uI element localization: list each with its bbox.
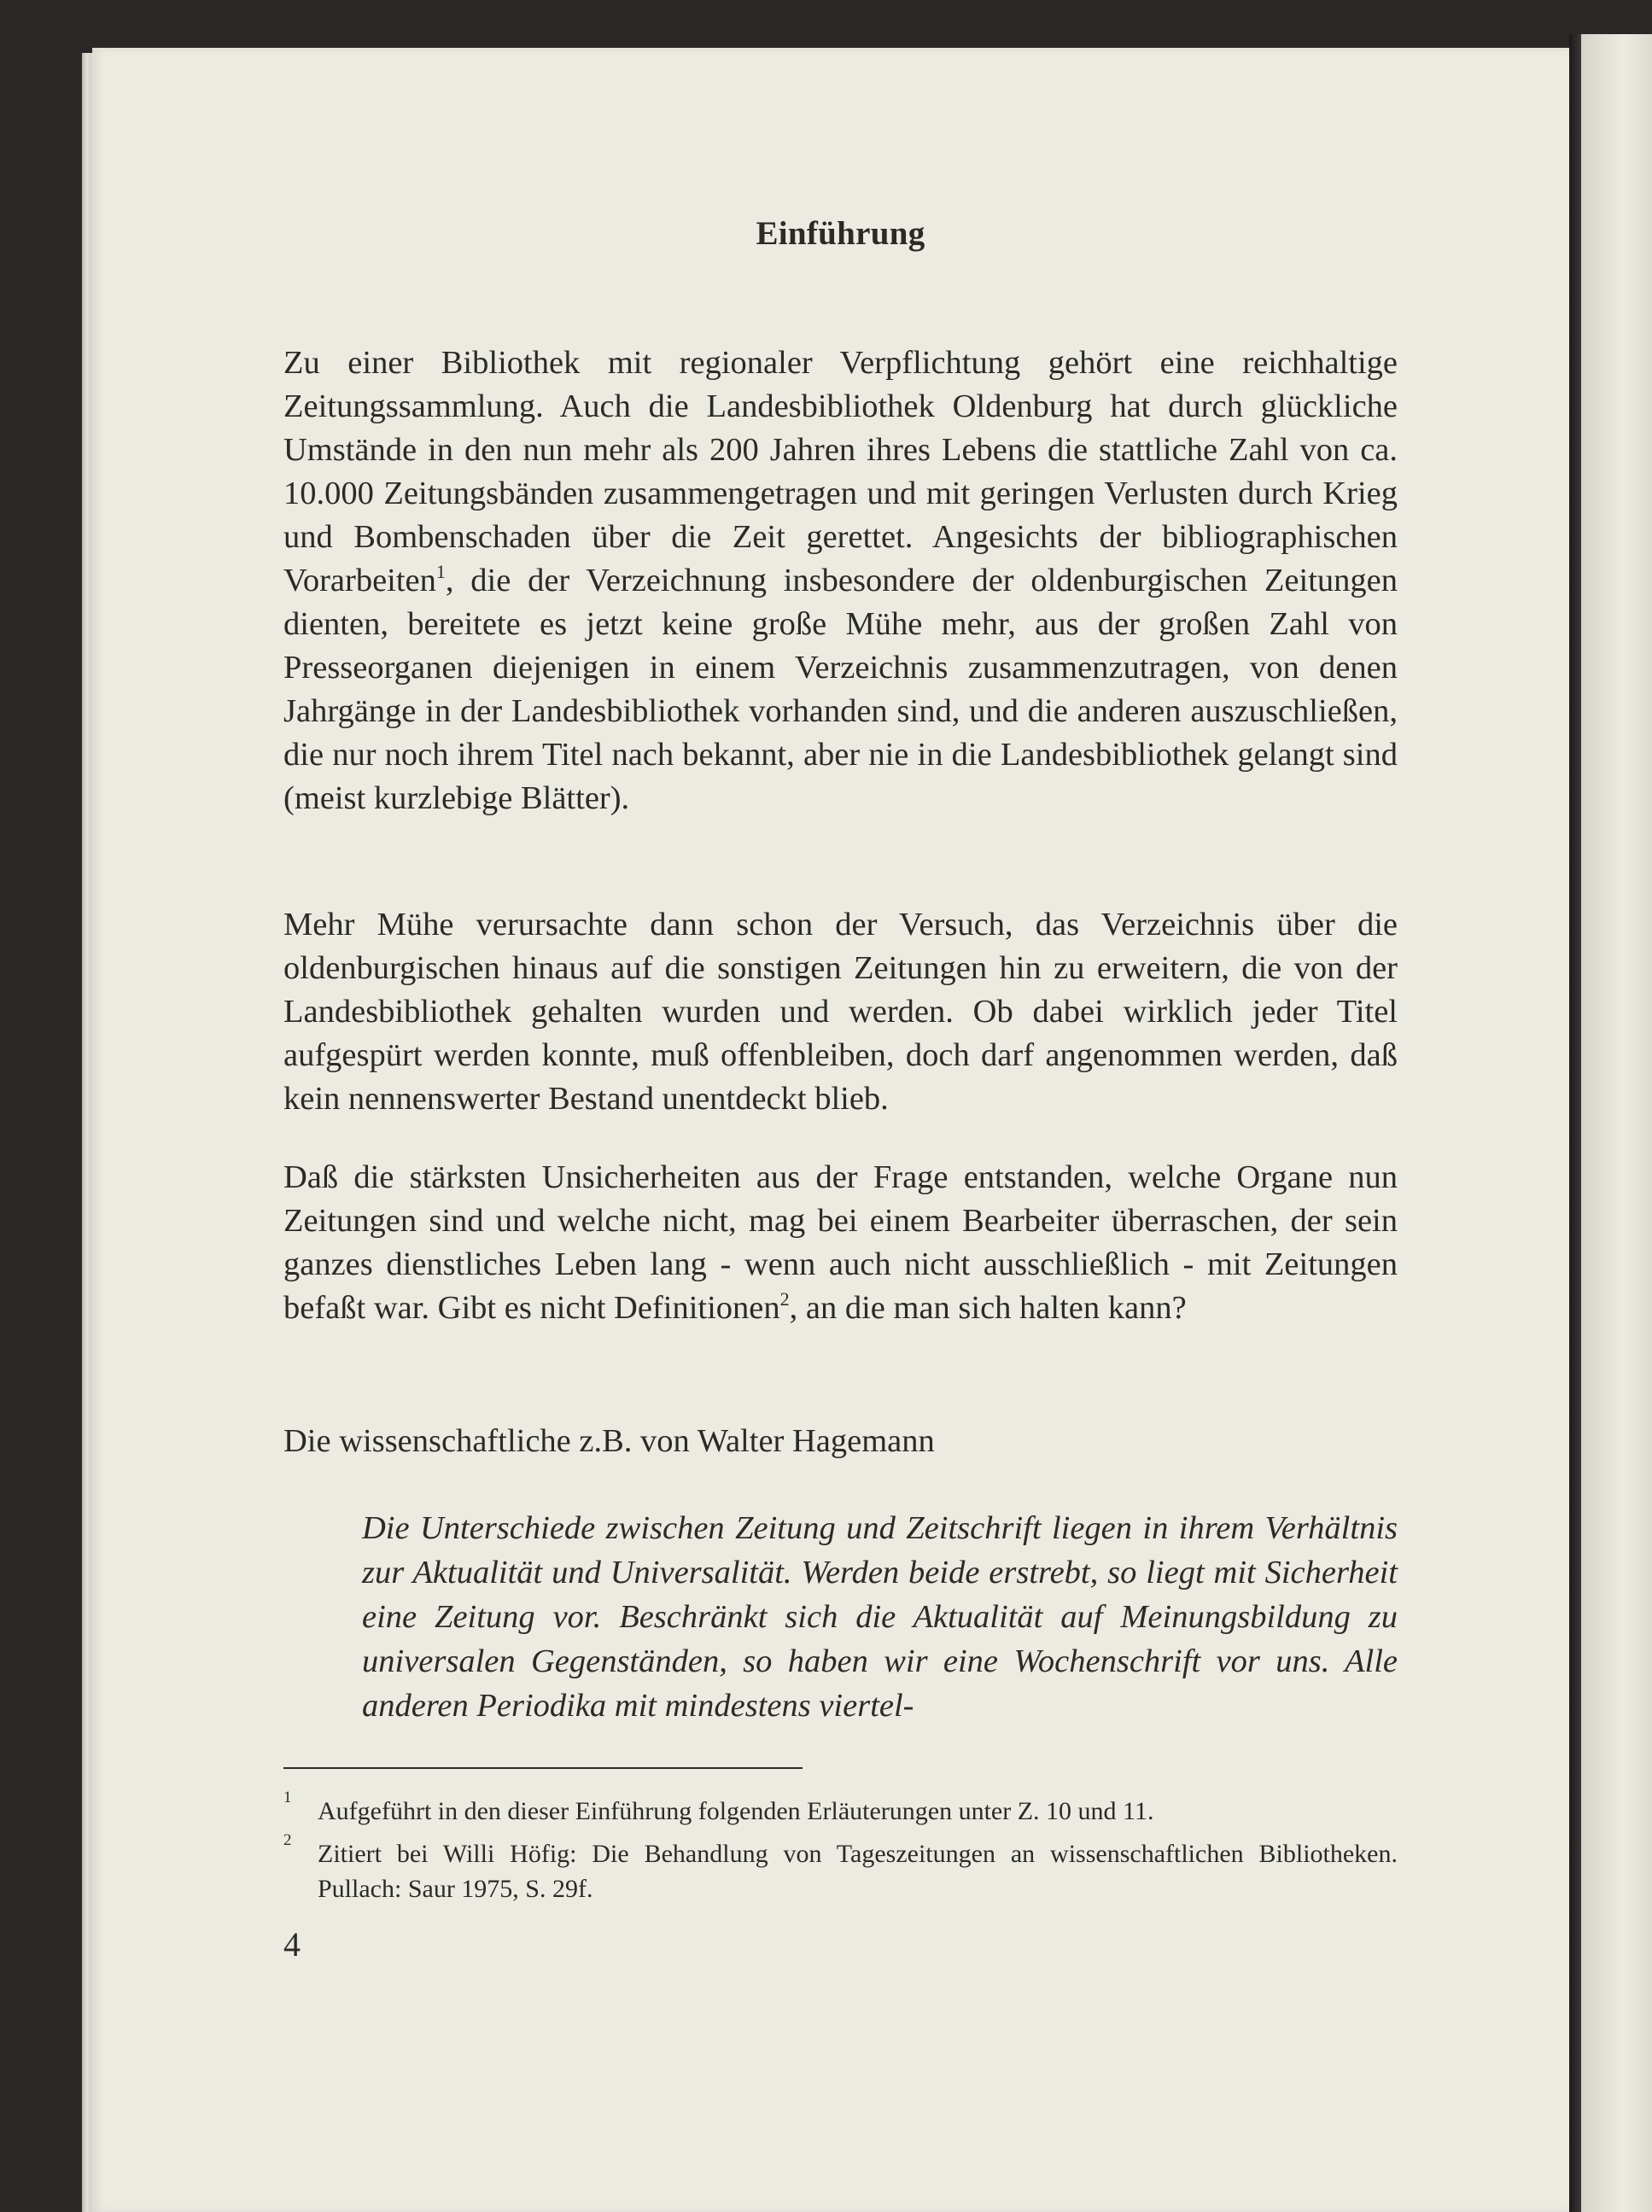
footnote-1-mark: 1 — [283, 1789, 292, 1806]
paragraph-1 — [283, 341, 1398, 820]
book-gutter — [1569, 34, 1581, 2212]
paragraph-1-text-b: , die der Verzeichnung insbesondere der oldenburgischen Zeitungen dienten, bereitete es jetzt keine große Mühe mehr, aus der großen Zahl von Presseorganen diejenigen in einem Verzeichnis zusammenzutragen, von denen Jahrgänge in der Landesbibliothek vorhanden sind, und die anderen auszuschließen, die nur noch ihrem Titel nach bekannt, aber nie in die Landesbibliothek gelangt sind (meist kurzlebige Blätter). — [283, 563, 1398, 816]
footnote-1 — [283, 1789, 1398, 1829]
footnote-ref-2: 2 — [779, 1288, 790, 1310]
footnote-2-text: Zitiert bei Willi Höfig: Die Behandlung von Tageszeitungen an wissenschaftlichen Bibliotheken. Pullach: Saur 1975, S. 29f. — [318, 1840, 1398, 1903]
page-number: 4 — [283, 1925, 301, 1964]
footnote-2 — [283, 1831, 1398, 1906]
footnote-2-mark: 2 — [283, 1831, 292, 1849]
paragraph-4: Die wissenschaftliche z.B. von Walter Hagemann — [283, 1423, 935, 1459]
facing-page-edge — [1581, 34, 1652, 2212]
page-title: Einführung — [756, 215, 925, 252]
paragraph-3-text-a: Daß die stärksten Unsicherheiten aus der Frage entstanden, welche Organe nun Zeitungen sind und welche nicht, mag bei einem Bearbeiter überraschen, der sein ganzes dienstliches Leben lang - wenn auch nicht ausschließlich - mit Zeitungen befaßt war. Gibt es nicht Definitionen — [283, 1159, 1398, 1326]
paragraph-2: Mehr Mühe verursachte dann schon der Versuch, das Verzeichnis über die oldenburgischen hinaus auf die sonstigen Zeitungen hin zu erweitern, die von der Landesbibliothek gehalten wurden und werden. Ob dabei wirklich jeder Titel aufgespürt werden konnte, muß offenbleiben, doch darf angenommen werden, daß kein nennenswerter Bestand unentdeckt blieb. — [283, 907, 1398, 1117]
footnote-divider — [283, 1767, 803, 1769]
paragraph-3-text-b: , an die man sich halten kann? — [789, 1290, 1187, 1326]
paragraph-1-text-a: Zu einer Bibliothek mit regionaler Verpflichtung gehört eine reichhaltige Zeitungssammlung. Auch die Landesbibliothek Oldenburg hat durch glückliche Umstände in den nun mehr als 200 Jahren ihres Lebens die stattliche Zahl von ca. 10.000 Zeitungsbänden zusammengetragen und mit geringen Verlusten durch Krieg und Bombenschaden über die Zeit gerettet. Angesichts der bibliographischen Vorarbeiten — [283, 345, 1398, 598]
footnote-ref-1: 1 — [435, 561, 446, 582]
footnote-1-text: Aufgeführt in den dieser Einführung folgenden Erläuterungen unter Z. 10 und 11. — [318, 1797, 1154, 1825]
paragraph-3 — [283, 1156, 1398, 1330]
block-quote: Die Unterschiede zwischen Zeitung und Zeitschrift liegen in ihrem Verhältnis zur Aktualität und Universalität. Werden beide erstrebt, so liegt mit Sicherheit eine Zeitung vor. Beschränkt sich die Aktualität auf Meinungsbildung zu universalen Gegenständen, so haben wir eine Wochenschrift vor uns. Alle anderen Periodika mit mindestens viertel- — [362, 1510, 1398, 1724]
